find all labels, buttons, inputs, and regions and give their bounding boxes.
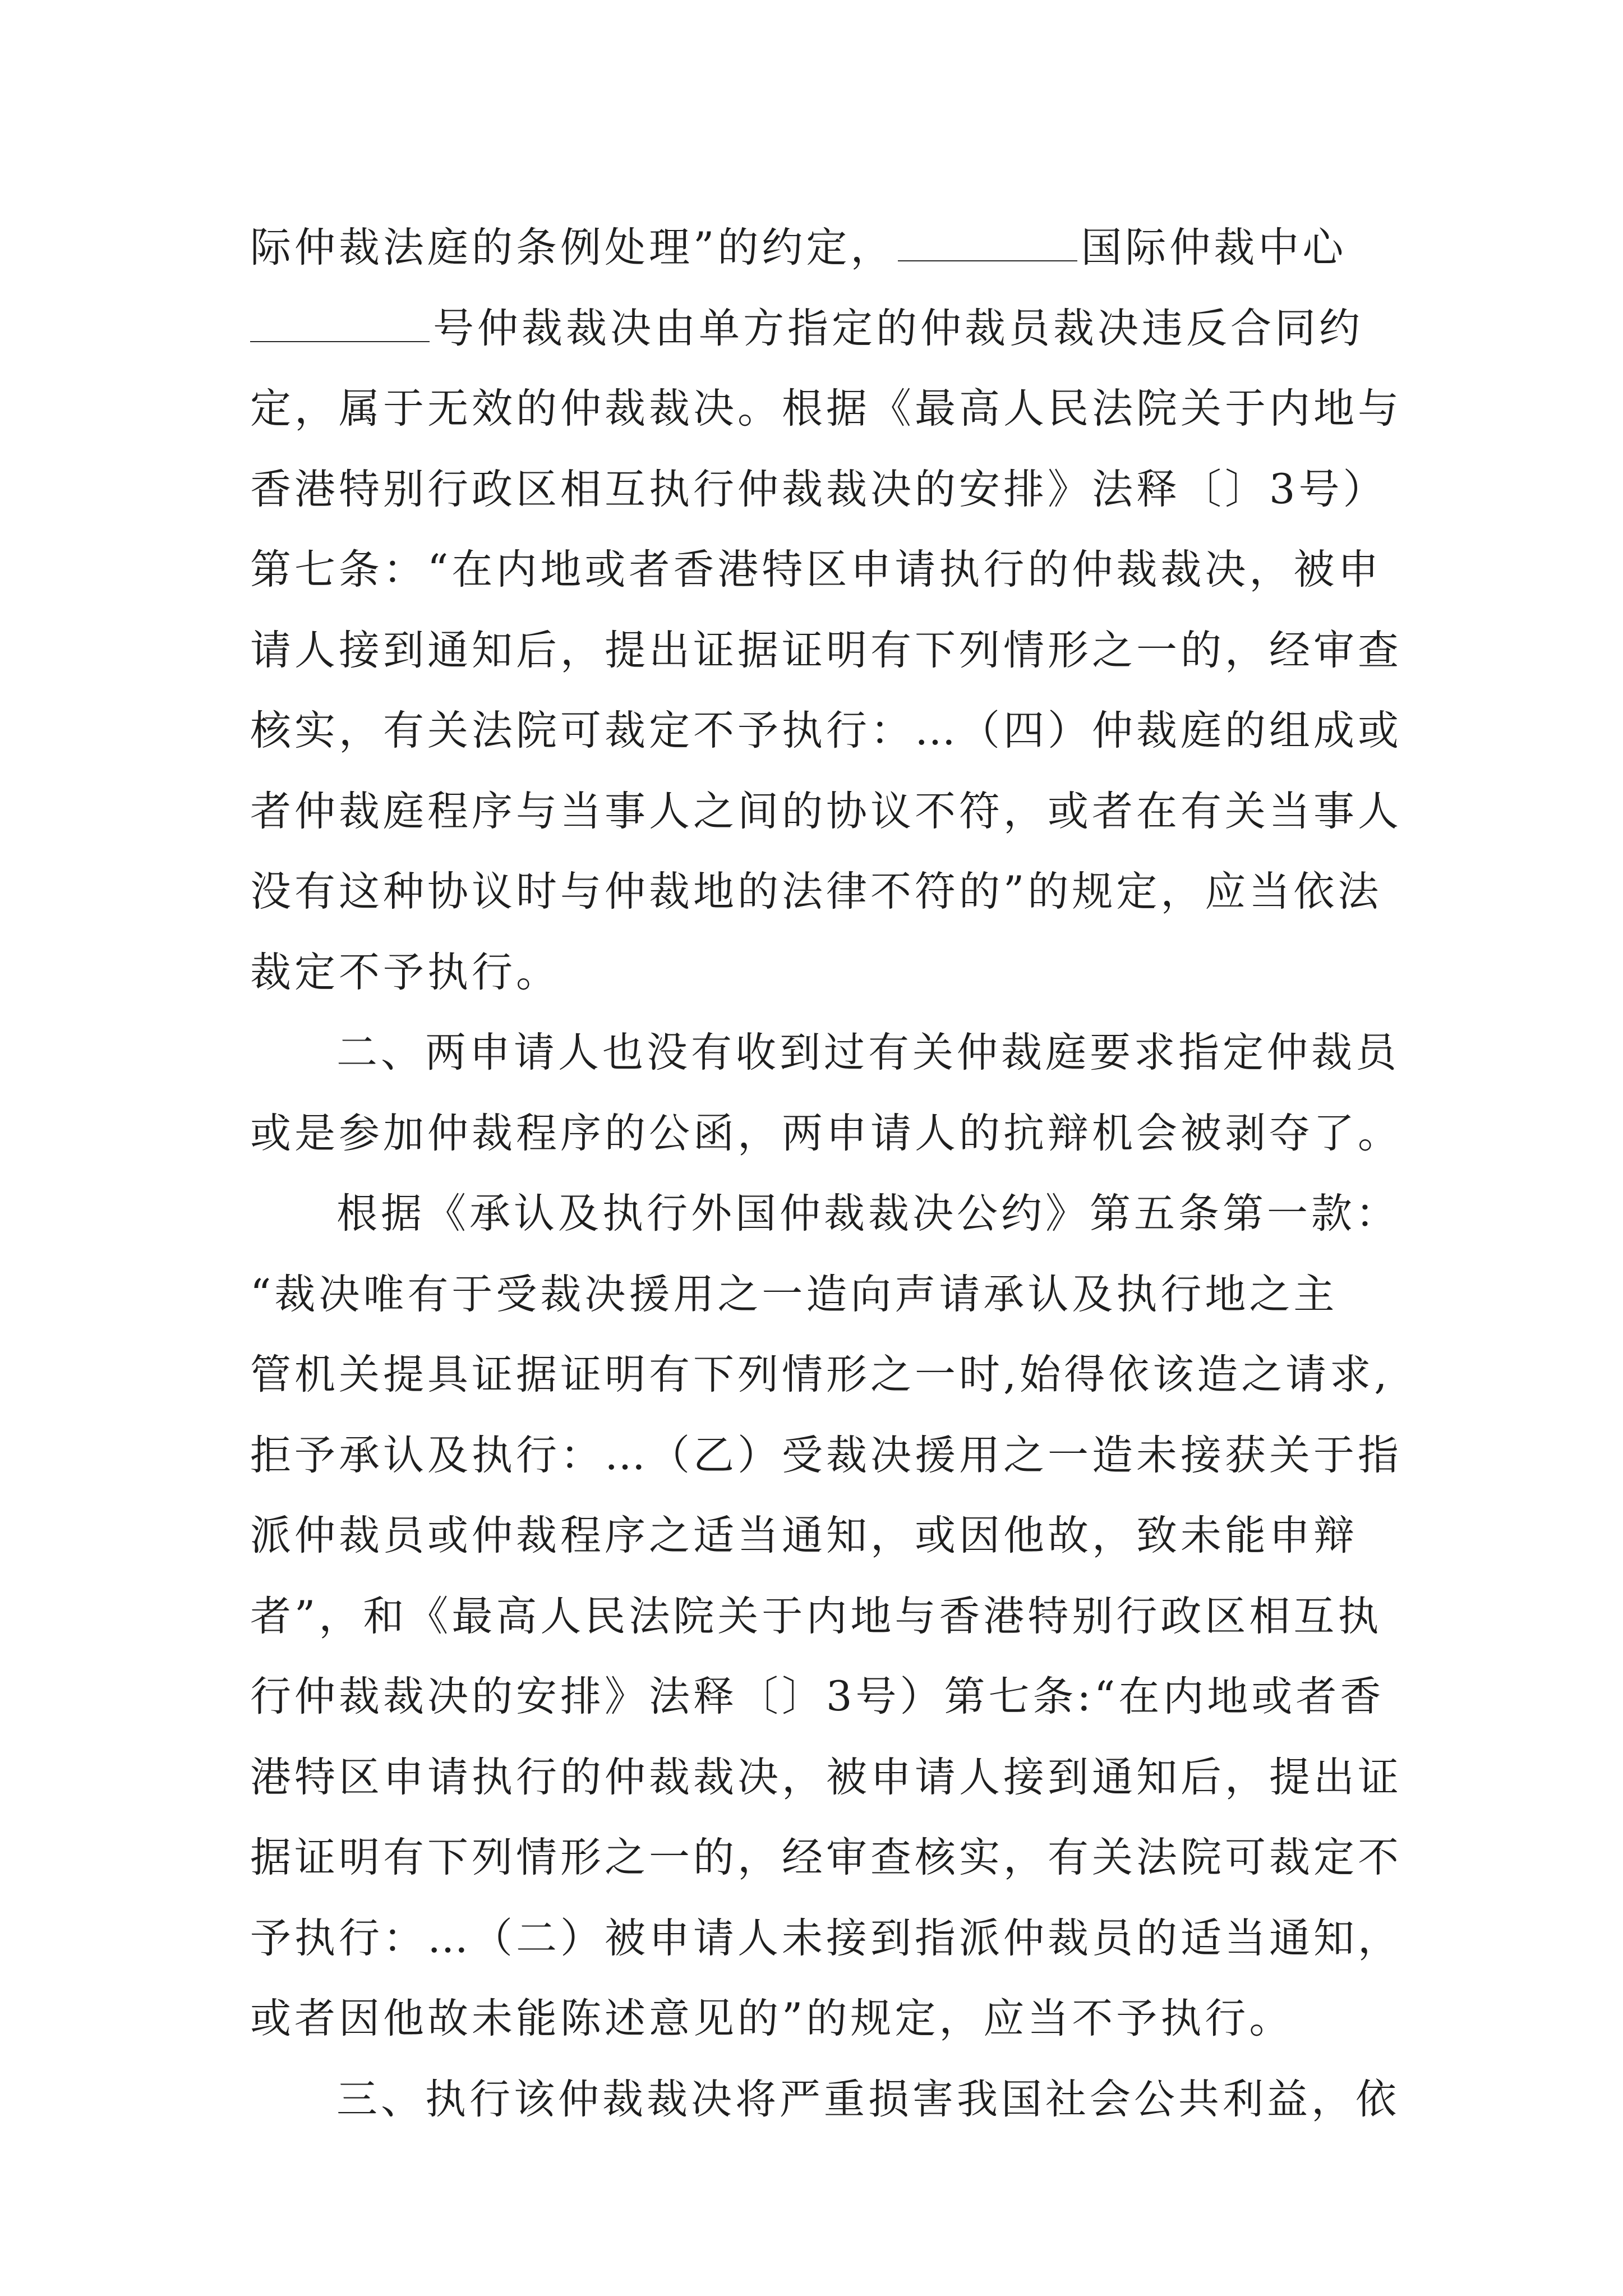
paragraph-start-line: 二、两申请人也没有收到过有关仲裁庭要求指定仲裁员 bbox=[336, 1029, 1400, 1076]
blank-field bbox=[898, 227, 1077, 261]
body-line: 或者因他故未能陈述意见的”的规定，应当不予执行。 bbox=[250, 1995, 1294, 2042]
line-text: 国际仲裁中心 bbox=[1081, 224, 1347, 272]
body-line: 管机关提具证据证明有下列情形之一时,始得依该造之请求, bbox=[250, 1351, 1391, 1398]
body-line: 第七条：“在内地或者香港特区申请执行的仲裁裁决，被申 bbox=[250, 546, 1382, 593]
body-line: 者仲裁庭程序与当事人之间的协议不符，或者在有关当事人 bbox=[250, 787, 1402, 835]
body-line: 拒予承认及执行：…（乙）受裁决援用之一造未接获关于指 bbox=[250, 1431, 1402, 1479]
body-line: 据证明有下列情形之一的，经审查核实，有关法院可裁定不 bbox=[250, 1834, 1402, 1881]
body-line: 者”，和《最高人民法院关于内地与香港特别行政区相互执 bbox=[250, 1592, 1382, 1640]
body-line bbox=[250, 208, 1377, 288]
body-line bbox=[250, 288, 1377, 369]
line-text: 号仲裁裁决由单方指定的仲裁员裁决违反合同约 bbox=[433, 304, 1363, 352]
blank-field bbox=[250, 307, 430, 342]
body-line: 定，属于无效的仲裁裁决。根据《最高人民法院关于内地与 bbox=[250, 385, 1402, 432]
paragraph-start-line: 根据《承认及执行外国仲裁裁决公约》第五条第一款： bbox=[336, 1190, 1400, 1237]
body-line: 裁定不予执行。 bbox=[250, 948, 560, 996]
body-line: 香港特别行政区相互执行仲裁裁决的安排》法释〔〕3号） bbox=[250, 465, 1387, 513]
paragraph-start-line: 三、执行该仲裁裁决将严重损害我国社会公共利益，依 bbox=[336, 2075, 1400, 2123]
body-line: 行仲裁裁决的安排》法释〔〕3号）第七条:“在内地或者香 bbox=[250, 1673, 1385, 1720]
body-line: 派仲裁员或仲裁程序之适当通知，或因他故，致未能申辩 bbox=[250, 1512, 1358, 1559]
body-line: “裁决唯有于受裁决援用之一造向声请承认及执行地之主 bbox=[250, 1270, 1338, 1318]
body-line: 予执行：…（二）被申请人未接到指派仲裁员的适当通知， bbox=[250, 1914, 1402, 1962]
body-line: 核实，有关法院可裁定不予执行：…（四）仲裁庭的组成或 bbox=[250, 707, 1402, 754]
body-line: 请人接到通知后，提出证据证明有下列情形之一的，经审查 bbox=[250, 626, 1402, 674]
document-body bbox=[250, 208, 1402, 2139]
body-line: 或是参加仲裁程序的公函，两申请人的抗辩机会被剥夺了。 bbox=[250, 1109, 1402, 1157]
body-line: 没有这种协议时与仲裁地的法律不符的”的规定，应当依法 bbox=[250, 868, 1382, 915]
body-line: 港特区申请执行的仲裁裁决，被申请人接到通知后，提出证 bbox=[250, 1753, 1402, 1801]
line-text: 际仲裁法庭的条例处理”的约定， bbox=[250, 224, 895, 272]
